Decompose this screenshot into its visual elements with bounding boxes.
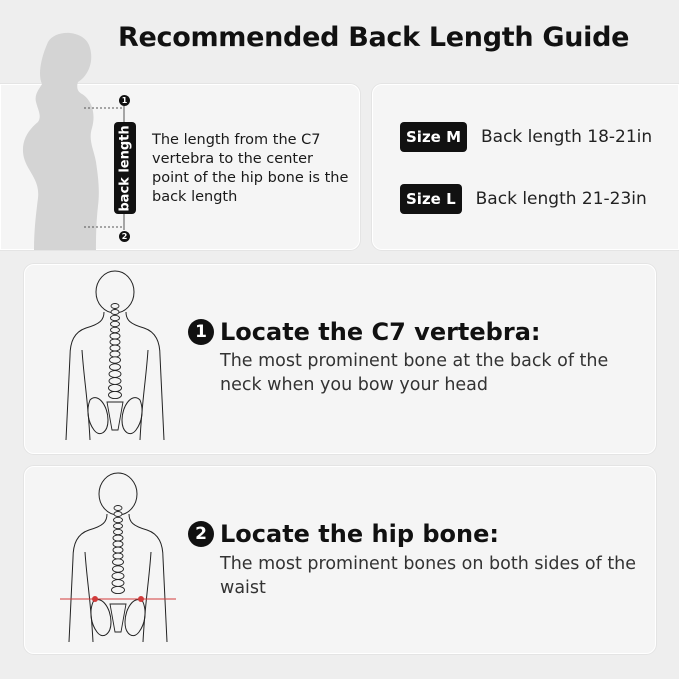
page-title: Recommended Back Length Guide	[118, 22, 630, 53]
step-title-c7	[188, 318, 540, 346]
spine-hip-icon	[60, 472, 176, 652]
spine-c7-icon	[60, 270, 170, 450]
marker-c7: 1	[119, 95, 130, 106]
step-description-c7: The most prominent bone at the back of the neck when you bow your head	[220, 351, 609, 395]
back-length-description: The length from the C7 vertebra to the center point of the hip bone is the back length	[152, 132, 349, 205]
step-title-hip	[188, 520, 499, 548]
marker-hip: 2	[119, 231, 130, 242]
size-text-l: Back length 21-23in	[475, 189, 647, 209]
step-number-1: 1	[188, 319, 214, 345]
size-badge-l: Size L	[400, 184, 462, 214]
back-length-label: back length	[117, 124, 133, 212]
step-description-hip: The most prominent bones on both sides of the waist	[220, 554, 637, 598]
size-panel	[372, 84, 679, 250]
size-badge-m: Size M	[400, 122, 467, 152]
size-row-l	[400, 184, 647, 214]
size-text-m: Back length 18-21in	[481, 127, 653, 147]
size-row-m	[400, 122, 652, 152]
back-length-tag	[114, 122, 136, 214]
step-title-c7-text: Locate the C7 vertebra:	[220, 318, 541, 346]
step-title-hip-text: Locate the hip bone:	[220, 520, 499, 548]
step-number-2: 2	[188, 521, 214, 547]
